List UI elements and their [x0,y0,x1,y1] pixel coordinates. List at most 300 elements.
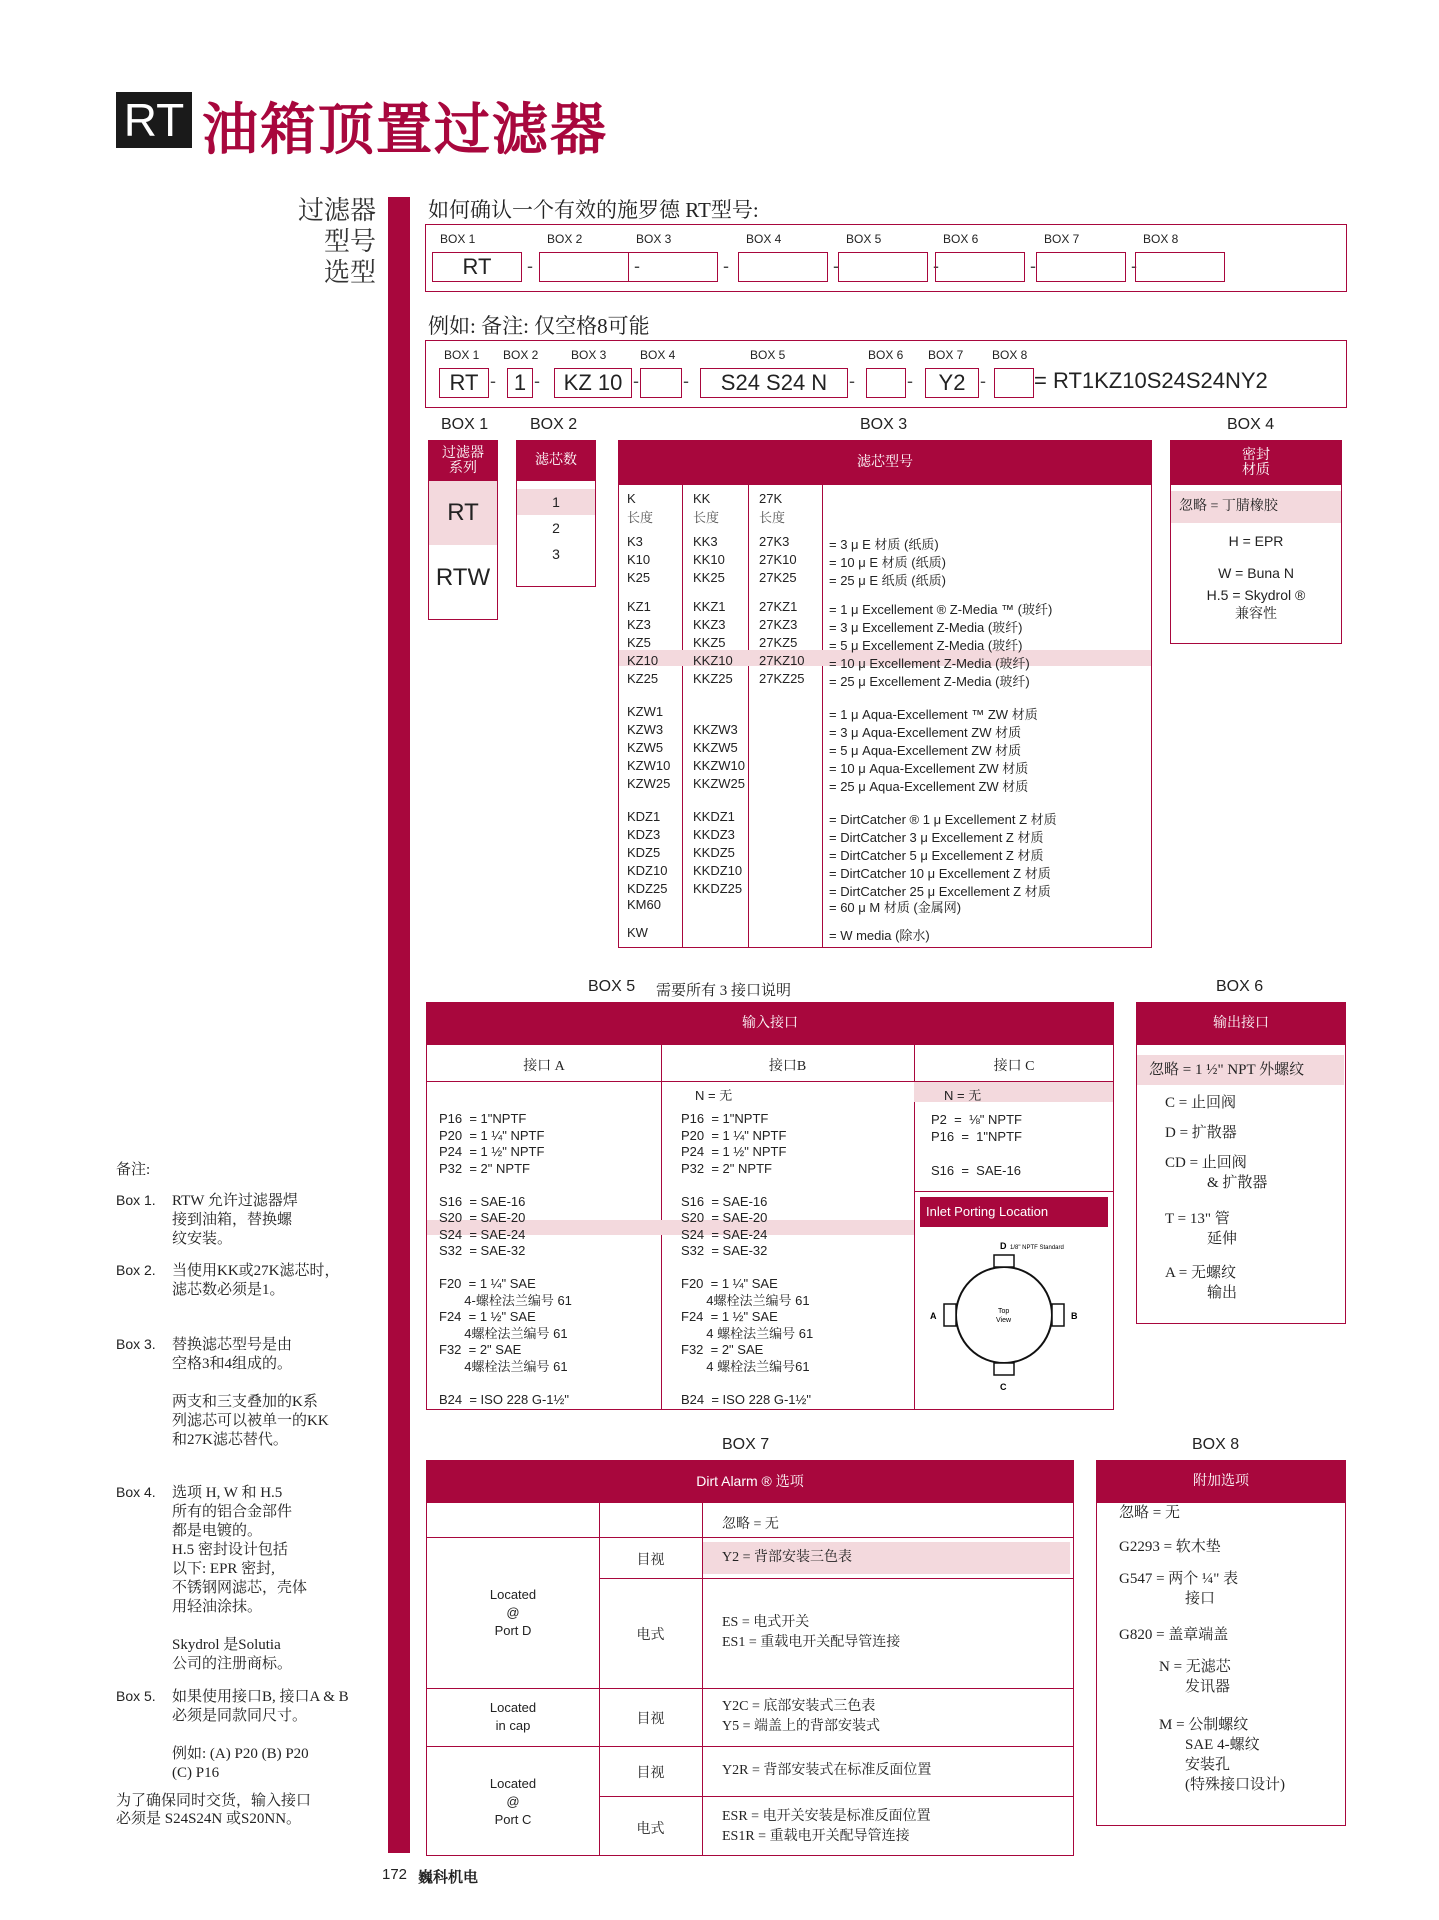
port-line: P16 = 1"NPTF [439,1111,527,1126]
box5-note: 需要所有 3 接口说明 [656,983,792,999]
box3-colhead-length: 长度 [759,510,786,525]
example-box-label: BOX 5 [750,348,786,362]
header-badge: RT [116,92,192,148]
box7-option: ES1R = 重载电开关配导管连接 [722,1828,910,1844]
example-box-8 [994,368,1034,398]
box3-desc: = DirtCatcher 25 μ Excellement Z 材质 [829,884,1051,899]
note-line: 和27K滤芯替代。 [172,1432,288,1448]
box7-location-line: Port C [494,1811,532,1827]
note-text [172,1484,307,1674]
note-line: 公司的注册商标。 [172,1656,293,1672]
grid-line [427,1746,1074,1747]
port-line: 4螺栓法兰编号 61 [439,1358,568,1374]
box8-item: 接口 [1185,1591,1216,1607]
port-line: 4螺栓法兰编号 61 [681,1292,810,1308]
box7-type: 目视 [636,1712,665,1727]
port-line [931,1145,1022,1162]
box3-desc: = 10 μ Excellement Z-Media (玻纤) [829,656,1030,671]
note-line: (C) P16 [172,1765,220,1781]
box3-code: KDZ25 [627,881,668,896]
box2-label: BOX 2 [530,416,578,433]
diagram-d-note: 1/8" NPTF Standard [1010,1245,1064,1251]
box8-item: (特殊接口设计) [1185,1777,1285,1793]
box3-code: KKDZ25 [693,881,743,896]
port-c-list [931,1111,1022,1179]
box1-item-rtw: RTW [435,564,491,591]
note-key: Box 1. [116,1192,156,1208]
box3-code: KZ3 [627,617,651,632]
box7-location-line: Located [489,1775,537,1791]
port-line: F20 = 1 ¼" SAE [681,1276,778,1291]
port-line [681,1375,813,1392]
port-line: P24 = 1 ½" NPTF [439,1144,545,1159]
diagram-d-label: D [1000,1241,1007,1251]
box3-code: KK25 [693,570,725,585]
port-line [681,1260,813,1277]
example-box-6 [866,368,906,398]
selector-box-2 [539,252,629,282]
note-line: 不锈钢网滤芯，壳体 [172,1580,308,1596]
note-text [172,1262,340,1300]
box7-location-line: in cap [495,1718,531,1733]
box3-code: KZW3 [627,722,664,737]
page-title: 油箱顶置过滤器 [202,98,608,161]
diagram-top-label: Top [998,1308,1010,1315]
box3-desc: = 3 μ Aqua-Excellement ZW 材质 [829,725,1022,740]
box3-code: KKDZ5 [693,845,735,860]
box7-option: Y2R = 背部安装式在标准反面位置 [722,1763,932,1778]
page-number: 172 [382,1866,408,1883]
box3-code: K25 [627,570,651,585]
box7-ignore: 忽略 = 无 [722,1517,779,1532]
box3-desc: = 25 μ Aqua-Excellement ZW 材质 [829,779,1029,794]
note-text [172,1688,349,1783]
box7-option: Y2C = 底部安装式三色表 [722,1699,876,1714]
port-line: F24 = 1 ½" SAE [681,1309,778,1324]
footer-company: 巍科机电 [418,1869,479,1886]
port-b-head: 接口B [768,1059,807,1074]
box8-panel [1096,1460,1346,1826]
box3-code: KKDZ10 [693,863,743,878]
port-line: P20 = 1 ¼" NPTF [681,1127,787,1143]
port-line: F32 = 2" SAE [439,1342,522,1357]
box3-code: KZ1 [627,599,651,614]
port-line [439,1375,572,1392]
note-line: 列滤芯可以被单一的KK [172,1413,329,1429]
box8-header: 附加选项 [1097,1461,1345,1503]
selector-dash: - [634,256,640,276]
box2-header: 滤芯数 [517,441,595,481]
box4-item-2: W = Buna N [1218,565,1294,581]
box6-item: T = 13" 管 [1165,1211,1230,1227]
box1-label: BOX 1 [441,416,489,433]
port-line: S16 = SAE-16 [681,1193,768,1209]
box7-header: Dirt Alarm ® 选项 [427,1461,1073,1503]
selector-box-7 [1036,252,1126,282]
box1-panel [428,440,498,620]
box7-options [722,1548,852,1568]
box3-code: KDZ3 [627,827,661,842]
box3-code: KKDZ3 [693,827,735,842]
port-a-list [439,1111,572,1408]
example-dash: - [534,371,540,391]
box4-item-1: H = EPR [1228,533,1284,549]
box7-option: Y5 = 端盖上的背部安装式 [722,1719,881,1734]
box3-code: KZW1 [627,704,664,719]
note-line: RTW 允许过滤器焊 [172,1193,298,1209]
selector-dash: - [723,256,729,276]
box3-desc: = 1 μ Excellement ® Z-Media ™ (玻纤) [829,602,1053,617]
box7-options [722,1807,931,1847]
port-line [439,1177,572,1194]
selector-dash: - [1131,256,1137,276]
selector-box-5 [838,252,928,282]
box7-type: 电式 [636,1628,665,1643]
note-key: Box 4. [116,1484,156,1500]
port-line: F24 = 1 ½" SAE [439,1309,536,1324]
box8-item: 发讯器 [1185,1679,1231,1695]
selector-dash: - [933,256,939,276]
note-line: 以下: EPR 密封, [172,1561,275,1577]
example-box-label: BOX 3 [571,348,607,362]
example-dash: - [633,371,639,391]
notes-title: 备注: [116,1162,151,1178]
box5-panel [426,1002,1114,1410]
box6-item: CD = 止回阀 [1165,1155,1247,1171]
diagram-b-label: B [1071,1311,1078,1321]
box3-code: 27KZ5 [759,635,798,650]
note-line: 滤芯数必须是1。 [172,1282,285,1298]
box3-code: KW [627,925,648,940]
box3-panel [618,440,1152,948]
grid-line [427,1688,1074,1689]
box2-items [517,489,595,567]
example-box-label: BOX 7 [928,348,964,362]
note-line: 纹安装。 [172,1231,233,1247]
port-line: F32 = 2" SAE [681,1342,764,1357]
box3-desc: = DirtCatcher ® 1 μ Excellement Z 材质 [829,812,1057,827]
box4-panel [1170,440,1342,644]
box7-option: ES1 = 重载电开关配导管连接 [722,1635,901,1650]
inlet-porting-title: Inlet Porting Location [920,1197,1108,1227]
box3-code: KKZW10 [693,758,746,773]
box7-location-line: Located [489,1587,537,1602]
box3-code: KKDZ1 [693,809,735,824]
port-line: P32 = 2" NPTF [681,1160,772,1176]
port-line: P16 = 1"NPTF [681,1111,769,1126]
selector-dash: - [527,256,533,276]
port-line: 4 螺栓法兰编号 61 [681,1325,814,1341]
note-line [172,1374,329,1393]
box7-option: Y2 = 背部安装三色表 [722,1550,853,1565]
example-box-7: Y2 [925,368,979,398]
note-line: 所有的铝合金部件 [172,1504,293,1520]
selector-heading: 如何确认一个有效的施罗德 RT型号: [428,198,759,222]
example-dash: - [907,371,913,391]
example-box-label: BOX 8 [992,348,1028,362]
note-key: Box 5. [116,1688,156,1704]
box3-desc: = DirtCatcher 5 μ Excellement Z 材质 [829,848,1044,863]
box8-item: G547 = 两个 ¼" 表 [1119,1571,1239,1587]
box3-code: K3 [627,534,643,549]
example-box-3: KZ 10 [554,368,632,398]
example-box-label: BOX 1 [444,348,480,362]
port-line: S32 = SAE-32 [681,1243,768,1258]
box7-location [427,1586,599,1640]
box3-code: KKZ10 [693,653,733,668]
box3-desc: = 60 μ M 材质 (金属网) [829,900,962,915]
note-line: 如果使用接口B, 接口A & B [172,1689,349,1705]
box7-options [722,1697,880,1737]
note-line: 必须是同款同尺寸。 [172,1708,308,1724]
box7-label: BOX 7 [722,1436,770,1453]
port-line: S16 = SAE-16 [931,1162,1021,1178]
port-c-none: N = 无 [944,1088,982,1103]
box6-item: D = 扩散器 [1165,1125,1237,1141]
note-line: 空格3和4组成的。 [172,1356,293,1372]
box3-label: BOX 3 [860,416,908,433]
box6-panel [1136,1002,1346,1324]
port-line: S20 = SAE-20 [681,1210,768,1225]
note-line: 接到油箱，替换螺 [172,1212,293,1228]
port-line: S20 = SAE-20 [439,1210,526,1225]
port-line: P20 = 1 ¼" NPTF [439,1127,545,1143]
box7-location [427,1699,599,1735]
selector-box-label: BOX 3 [636,232,672,246]
example-dash: - [490,371,496,391]
box3-colhead-code: 27K [759,491,783,506]
box3-desc: = 5 μ Aqua-Excellement ZW 材质 [829,743,1022,758]
note-line: 替换滤芯型号是由 [172,1337,293,1353]
box3-code: KZ5 [627,635,651,650]
box8-item: N = 无滤芯 [1159,1659,1231,1675]
box7-location-line: @ [506,1605,520,1620]
example-box-5: S24 S24 N [700,368,848,398]
box8-item: M = 公制螺纹 [1159,1717,1249,1733]
example-box-label: BOX 2 [503,348,539,362]
selector-box-6 [935,252,1025,282]
port-c-head: 接口 C [993,1059,1035,1074]
box3-code: KKZW5 [693,740,738,755]
example-result: = RT1KZ10S24S24NY2 [1034,368,1268,393]
port-line: P32 = 2" NPTF [439,1160,530,1176]
box3-code: 27K10 [759,552,797,567]
selector-box-label: BOX 7 [1044,232,1080,246]
box6-header: 输出接口 [1137,1003,1345,1045]
selector-box-label: BOX 4 [746,232,782,246]
example-box-label: BOX 4 [640,348,676,362]
box3-code: 27K25 [759,570,797,585]
box3-code: KZ25 [627,671,659,686]
example-box-2: 1 [507,368,533,398]
box3-code: KKZW3 [693,722,738,737]
box3-desc: = DirtCatcher 3 μ Excellement Z 材质 [829,830,1044,845]
box5-label: BOX 5 [588,978,636,995]
note-line: 选项 H, W 和 H.5 [172,1485,283,1501]
selector-box-3 [628,252,718,282]
box3-code: 27K3 [759,534,790,549]
port-b-none: N = 无 [695,1088,733,1103]
box3-code: KZW10 [627,758,671,773]
box7-type: 目视 [636,1766,665,1781]
selector-box-1: RT [432,252,522,282]
box4-header: 密封 材质 [1171,441,1341,485]
example-dash: - [683,371,689,391]
box3-header: 滤芯型号 [619,441,1151,485]
box2-panel [516,440,596,587]
box7-type: 目视 [636,1553,665,1568]
port-line: S16 = SAE-16 [439,1193,526,1209]
box4-label: BOX 4 [1227,416,1275,433]
box3-code: 27KZ1 [759,599,798,614]
box3-desc: = 1 μ Aqua-Excellement ™ ZW 材质 [829,707,1038,722]
box3-desc: = 10 μ Aqua-Excellement ZW 材质 [829,761,1029,776]
note-line: 当使用KK或27K滤芯时， [172,1263,340,1279]
box3-code: KM60 [627,897,661,912]
box6-item: C = 止回阀 [1165,1095,1236,1111]
box8-item: 忽略 = 无 [1119,1505,1180,1521]
inlet-porting-diagram [914,1227,1114,1410]
example-heading: 例如: 备注: 仅空格8可能 [428,314,650,338]
selector-box-label: BOX 8 [1143,232,1179,246]
box3-code: KZW25 [627,776,671,791]
port-line [439,1260,572,1277]
grid-line [599,1796,1074,1797]
selector-dash: - [1030,256,1036,276]
box4-item-4: 兼容性 [1235,607,1277,622]
box3-colhead-code: KK [693,491,711,506]
example-box-label: BOX 6 [868,348,904,362]
box3-code: KZ10 [627,653,659,668]
selector-dash: - [833,256,839,276]
port-line: F20 = 1 ¼" SAE [439,1276,536,1291]
port-line: B24 = ISO 228 G-1½" [681,1391,811,1407]
example-box-1: RT [439,368,489,398]
box3-code: KKZ5 [693,635,726,650]
box3-code: 27KZ3 [759,617,798,632]
box3-code: KKZW25 [693,776,746,791]
diagram-view-label: View [996,1317,1012,1324]
box3-code: KZW5 [627,740,664,755]
selector-box-label: BOX 1 [440,232,476,246]
diagram-c-label: C [1000,1382,1007,1392]
port-line: S24 = SAE-24 [681,1226,768,1242]
box4-item-0: 忽略 = 丁腈橡胶 [1171,491,1341,523]
box3-code: KDZ1 [627,809,661,824]
port-line: B24 = ISO 228 G-1½" [439,1391,569,1407]
grid-line [599,1578,1074,1579]
box7-location-line: @ [506,1793,520,1809]
example-dash: - [849,371,855,391]
port-a-head: 接口 A [523,1059,565,1074]
port-line: P2 = ⅛" NPTF [931,1112,1022,1127]
port-line: P16 = 1"NPTF [931,1129,1022,1144]
box6-item: A = 无螺纹 [1165,1265,1236,1281]
box3-colhead-code: K [627,491,636,506]
box5-header: 输入接口 [427,1003,1113,1045]
note-line: 用轻油涂抹。 [172,1599,263,1615]
box8-item: 安装孔 [1185,1757,1231,1773]
example-dash: - [980,371,986,391]
box3-desc: = 10 μ E 材质 (纸质) [829,555,946,570]
box3-code: KDZ10 [627,863,668,878]
box1-header: 过滤器 系列 [429,441,497,481]
note-line: H.5 密封设计包括 [172,1542,288,1558]
box7-location [427,1775,599,1829]
box3-desc: = 3 μ Excellement Z-Media (玻纤) [829,620,1023,635]
box3-desc: = 25 μ E 纸质 (纸质) [829,573,946,588]
box6-item: 输出 [1207,1285,1238,1301]
box3-code: 27KZ25 [759,671,805,686]
box8-item: G820 = 盖章端盖 [1119,1627,1229,1643]
box8-item: G2293 = 软木垫 [1119,1539,1221,1555]
box3-code: KK3 [693,534,718,549]
box7-options [722,1761,931,1781]
selector-box-8 [1135,252,1225,282]
box2-item-2: 2 [552,520,560,536]
side-label: 过滤器 型号 选型 [297,196,376,287]
selector-box-label: BOX 6 [943,232,979,246]
selector-box-4 [738,252,828,282]
box3-code: KK10 [693,552,725,567]
box8-label: BOX 8 [1192,1436,1240,1453]
box3-desc: = 3 μ E 材质 (纸质) [829,537,939,552]
port-b-list [681,1111,813,1408]
note-line: 都是电镀的。 [172,1523,263,1539]
grid-line [427,1537,1074,1538]
port-line: S32 = SAE-32 [439,1243,526,1258]
box3-code: 27KZ10 [759,653,805,668]
selector-box-label: BOX 5 [846,232,882,246]
note-line: Skydrol 是Solutia [172,1637,281,1653]
box3-desc: = 25 μ Excellement Z-Media (玻纤) [829,674,1030,689]
box6-item: 忽略 = 1 ½" NPT 外螺纹 [1137,1055,1344,1085]
box3-code: KKZ1 [693,599,726,614]
box3-code: KKZ3 [693,617,726,632]
diagram-a-label: A [930,1311,937,1321]
box7-option: ESR = 电开关安装是标准反面位置 [722,1808,931,1824]
note-line [172,1726,349,1745]
example-box-4 [640,368,682,398]
note-text [172,1192,298,1249]
box8-item: SAE 4-螺纹 [1185,1737,1260,1753]
box7-options [722,1613,900,1653]
vertical-accent-bar [388,197,410,1853]
box6-item: & 扩散器 [1207,1175,1268,1191]
notes-footer: 为了确保同时交货，输入接口 必须是 S24S24N 或S20NN。 [116,1793,312,1827]
note-text [172,1336,329,1450]
note-line: 例如: (A) P20 (B) P20 [172,1746,309,1762]
port-line: S24 = SAE-24 [439,1226,526,1242]
box3-colhead-length: 长度 [627,510,654,525]
note-line: 两支和三支叠加的K系 [172,1394,318,1410]
note-line [172,1617,307,1636]
note-key: Box 3. [116,1336,156,1352]
box7-location-line: Located [489,1700,537,1715]
box3-code: KDZ5 [627,845,661,860]
box3-desc: = DirtCatcher 10 μ Excellement Z 材质 [829,866,1051,881]
box3-code: K10 [627,552,651,567]
selector-box-label: BOX 2 [547,232,583,246]
box3-colhead-length: 长度 [693,510,720,525]
box7-type: 电式 [636,1821,665,1837]
note-key: Box 2. [116,1262,156,1278]
box3-desc: = 5 μ Excellement Z-Media (玻纤) [829,638,1023,653]
port-line [681,1177,813,1194]
box7-location-line: Port D [494,1623,532,1638]
box7-option: ES = 电式开关 [722,1615,810,1630]
port-line: 4螺栓法兰编号 61 [439,1325,568,1341]
